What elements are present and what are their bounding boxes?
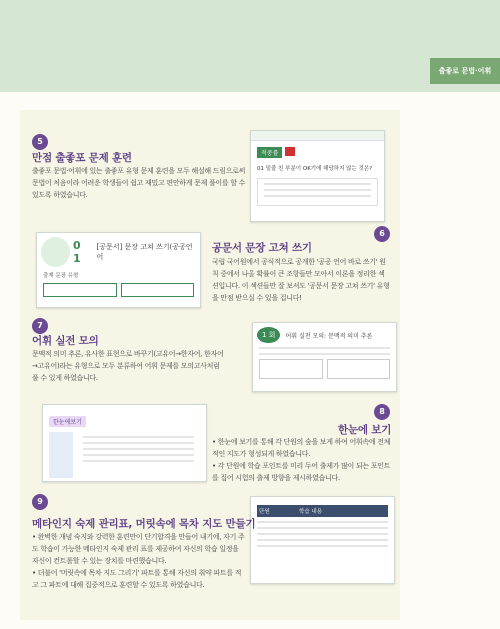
feature-5-number: 5 (32, 134, 48, 150)
feature-6-number: 6 (374, 226, 390, 242)
feature-9-bullet: • 더불어 '머릿속에 목차 지도 그리기' 파트를 통해 자신의 취약 파트를 적고 그 파트에 대해 집중적으로 훈련할 수 있도록 하였습니다. (32, 569, 242, 589)
thumb9-col-content: 학습 내용 (299, 509, 323, 515)
feature-5-body: 출좋포 문법·어휘에 있는 출좋포 유형 문제 훈련을 모두 해설해 드림으로써 문법이 처음이라 어려운 학생들이 쉽고 재밌고 편안하게 문제 풀이를 할 수 있도록 하였습니다. (32, 167, 246, 199)
feature-8-thumbnail (42, 404, 207, 482)
feature-7-thumbnail (252, 322, 397, 392)
thumb5-question: 01 밑줄 친 부분이 OK기에 해당하지 않는 것은? (257, 166, 373, 172)
feature-7-title: 어휘 실전 모의 (32, 335, 99, 347)
feature-6-body: 국립 국어원에서 공식적으로 공개한 '공공 언어 바로 쓰기' 원칙 중에서 나올 확률이 큰 조항들만 모아서 이론을 정리한 섹션입니다. 이 섹션들만 잘 보셔도 '공문서 문장 고쳐 쓰기' 유형을 만점 받으실 수 있을 겁니다! (212, 258, 390, 302)
thumb6-title: [공문서] 문장 고쳐 쓰기(공공언어 (96, 243, 193, 261)
feature-5-title: 만점 출좋포 문제 훈련 (32, 152, 132, 164)
thumb7-title: 어휘 실전 모의: 문맥적 의미 추론 (285, 332, 373, 340)
thumb6-number: 0 1 (73, 239, 81, 265)
feature-8-bullets (212, 436, 392, 484)
feature-6-thumbnail (36, 232, 201, 308)
feature-8-bullet: • 각 단원에 학습 포인트를 미리 두어 출제가 많이 되는 포인트를 집어 시험의 출제 방향을 제시하였습니다. (212, 462, 391, 482)
thumb5-badge: 적중률 (257, 147, 282, 158)
feature-9-thumbnail (250, 496, 395, 584)
feature-9-number: 9 (32, 494, 48, 510)
thumb6-subtitle: 출제 문장 유형 (43, 273, 79, 279)
feature-7-number: 7 (32, 318, 48, 334)
feature-9-bullet: • 완벽한 개념 숙지와 강력한 훈련만이 단기합격을 만들어 내기에, 자기 주도 학습이 가능한 메타인지 숙제 관리 표를 제공하여 자신의 학습 일정을 자신이 컨트롤할 수 있는 장치를 마련했습니다. (32, 533, 245, 565)
feature-8-number: 8 (374, 404, 390, 420)
feature-8-bullet: • 한눈에 보기를 통해 각 단원의 숲을 보게 하여 어휘속에 전체적인 지도가 형성되게 하였습니다. (212, 438, 391, 458)
top-header-band (0, 0, 500, 92)
section-tab: 출좋로 문법·어휘 (430, 58, 500, 84)
feature-9-bullets (32, 531, 247, 591)
thumb9-col-unit: 단원 (259, 509, 270, 515)
feature-9-title: 메타인지 숙제 관리표, 머릿속에 목차 지도 만들기 (32, 518, 256, 530)
feature-5-thumbnail (250, 130, 385, 222)
thumb8-label: 한눈에보기 (49, 416, 86, 427)
feature-7-body: 문맥적 의미 추론, 유사한 표현으로 바꾸기(고유어→한자어, 한자어→고유어)라는 유형으로 모두 분류하여 어휘 문제를 모의고사처럼 풀 수 있게 하였습니다. (32, 350, 224, 382)
feature-8-title: 한눈에 보기 (338, 424, 392, 436)
feature-6-title: 공문서 문장 고쳐 쓰기 (212, 242, 312, 254)
thumb7-badge: 1 회 (257, 327, 280, 343)
